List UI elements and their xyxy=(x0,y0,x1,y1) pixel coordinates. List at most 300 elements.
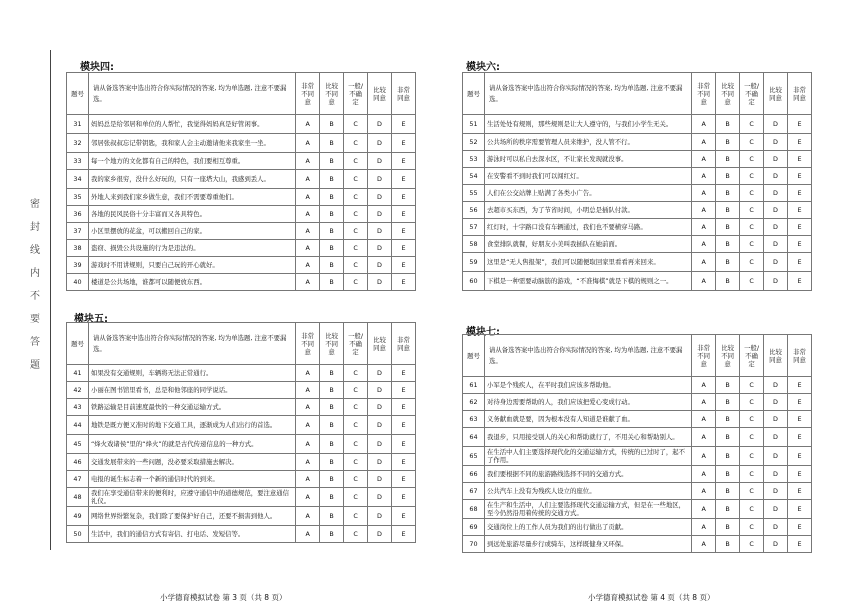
question-row xyxy=(463,151,812,168)
question-number: 47 xyxy=(67,471,89,488)
qnum-header: 题号 xyxy=(463,73,485,115)
option-cell: B xyxy=(716,411,740,428)
option-cell: C xyxy=(740,466,764,483)
question-row xyxy=(67,526,416,543)
page-footer: 小学德育模拟试卷 第 3 页（共 8 页） xyxy=(160,593,287,602)
scale-header: 比较不同意 xyxy=(716,335,740,377)
option-cell: B xyxy=(716,466,740,483)
option-cell: C xyxy=(344,526,368,543)
option-cell: A xyxy=(296,223,320,240)
option-cell: B xyxy=(716,236,740,253)
qnum-header: 题号 xyxy=(67,323,89,365)
option-cell: B xyxy=(716,500,740,519)
question-row xyxy=(463,115,812,134)
instruction-header: 请从备选答案中选出符合你实际情况的答案, 均为单选题, 注意不要漏选。 xyxy=(88,323,295,365)
option-cell: D xyxy=(368,206,392,223)
question-text: 公共汽车上没有为残疾人设立的座位。 xyxy=(484,483,691,500)
option-cell: A xyxy=(296,382,320,399)
question-row xyxy=(463,202,812,219)
question-number: 61 xyxy=(463,377,485,394)
question-text: 每一个地方的文化都有自己的特色，我们要相互尊重。 xyxy=(88,153,295,170)
page-footer: 小学德育模拟试卷 第 4 页（共 8 页） xyxy=(588,593,715,602)
option-cell: C xyxy=(740,253,764,272)
option-cell: B xyxy=(320,435,344,454)
module-title: 模块六: xyxy=(466,62,500,73)
option-cell: B xyxy=(320,416,344,435)
question-text: 在生产和生活中，人们主要选择现代交通运输方式，但是在一些地区，至今仍然沿用着传统的交通方式。 xyxy=(484,500,691,519)
question-row xyxy=(463,447,812,466)
question-number: 52 xyxy=(463,134,485,151)
option-cell: C xyxy=(344,416,368,435)
option-cell: A xyxy=(296,115,320,134)
option-cell: C xyxy=(740,202,764,219)
question-row xyxy=(463,253,812,272)
question-row xyxy=(67,416,416,435)
option-cell: B xyxy=(320,382,344,399)
option-cell: A xyxy=(296,365,320,382)
option-cell: B xyxy=(320,257,344,274)
question-number: 66 xyxy=(463,466,485,483)
option-cell: B xyxy=(320,223,344,240)
question-number: 59 xyxy=(463,253,485,272)
option-cell: D xyxy=(368,223,392,240)
question-text: 我的家乡很穷，没什么好玩的，只有一座塔大山，我感到丢人。 xyxy=(88,170,295,189)
option-cell: E xyxy=(787,253,811,272)
question-number: 42 xyxy=(67,382,89,399)
question-number: 45 xyxy=(67,435,89,454)
question-number: 33 xyxy=(67,153,89,170)
option-cell: C xyxy=(344,257,368,274)
question-text: 公共场所的秩序需要管理人员来维护，没人管不行。 xyxy=(484,134,691,151)
module-title: 模块七: xyxy=(466,327,500,338)
question-text: 网络世界纷繁复杂，我们除了要保护好自己，还要不损害到他人。 xyxy=(88,507,295,526)
question-text: 铁路运输是目前速度最快的一种交通运输方式。 xyxy=(88,399,295,416)
option-cell: D xyxy=(368,274,392,291)
option-cell: E xyxy=(391,223,415,240)
option-cell: A xyxy=(296,206,320,223)
option-cell: E xyxy=(391,134,415,153)
option-cell: E xyxy=(787,519,811,536)
option-cell: C xyxy=(740,236,764,253)
option-cell: A xyxy=(296,526,320,543)
question-row xyxy=(463,219,812,236)
question-table xyxy=(66,322,416,543)
seal-char: 不 xyxy=(30,291,40,302)
option-cell: E xyxy=(391,454,415,471)
option-cell: C xyxy=(740,500,764,519)
binding-margin xyxy=(0,0,60,608)
option-cell: B xyxy=(716,377,740,394)
question-text: 人们在公交站牌上贴满了各类小广告。 xyxy=(484,185,691,202)
option-cell: C xyxy=(740,168,764,185)
option-cell: A xyxy=(296,153,320,170)
question-row xyxy=(67,274,416,291)
question-text: 外地人来到我们家乡做生意，我们不需要尊重他们。 xyxy=(88,189,295,206)
option-cell: D xyxy=(764,519,788,536)
scale-header: 一般/不确定 xyxy=(344,73,368,115)
option-cell: B xyxy=(716,151,740,168)
option-cell: D xyxy=(764,466,788,483)
qnum-header: 题号 xyxy=(463,335,485,377)
question-row xyxy=(67,134,416,153)
question-number: 53 xyxy=(463,151,485,168)
seal-char: 要 xyxy=(30,314,40,325)
option-cell: B xyxy=(716,272,740,291)
option-cell: A xyxy=(692,500,716,519)
question-row xyxy=(67,170,416,189)
question-number: 36 xyxy=(67,206,89,223)
scale-header: 比较不同意 xyxy=(320,73,344,115)
question-text: 生活处处有规则，那些规则是让大人遵守的，与我们小学生无关。 xyxy=(484,115,691,134)
option-cell: D xyxy=(764,219,788,236)
question-number: 46 xyxy=(67,454,89,471)
question-text: 小丽在图书馆里看书，总是和他邻座的同学说话。 xyxy=(88,382,295,399)
option-cell: A xyxy=(692,185,716,202)
question-number: 34 xyxy=(67,170,89,189)
option-cell: D xyxy=(764,202,788,219)
question-row xyxy=(67,399,416,416)
option-cell: E xyxy=(787,483,811,500)
option-cell: B xyxy=(320,170,344,189)
option-cell: A xyxy=(692,428,716,447)
option-cell: C xyxy=(344,454,368,471)
question-text: 义务献血就是要，因为根本没有人知道是谁献了血。 xyxy=(484,411,691,428)
option-cell: C xyxy=(344,134,368,153)
question-number: 70 xyxy=(463,536,485,553)
question-number: 60 xyxy=(463,272,485,291)
option-cell: B xyxy=(320,274,344,291)
option-cell: A xyxy=(296,471,320,488)
option-cell: E xyxy=(787,151,811,168)
question-text: 交通岗位上的工作人员为我们的出行做出了贡献。 xyxy=(484,519,691,536)
option-cell: A xyxy=(692,272,716,291)
question-number: 69 xyxy=(463,519,485,536)
question-number: 63 xyxy=(463,411,485,428)
question-number: 43 xyxy=(67,399,89,416)
option-cell: B xyxy=(716,134,740,151)
option-cell: D xyxy=(368,257,392,274)
option-cell: B xyxy=(716,253,740,272)
option-cell: B xyxy=(716,428,740,447)
question-row xyxy=(67,365,416,382)
question-number: 38 xyxy=(67,240,89,257)
question-row xyxy=(67,382,416,399)
scale-header: 非常不同意 xyxy=(692,73,716,115)
question-text: 楼道是公共场地，谁都可以随便放东西。 xyxy=(88,274,295,291)
option-cell: C xyxy=(740,272,764,291)
option-cell: C xyxy=(740,151,764,168)
option-cell: C xyxy=(344,435,368,454)
scale-header: 比较不同意 xyxy=(320,323,344,365)
option-cell: D xyxy=(368,382,392,399)
option-cell: B xyxy=(320,189,344,206)
question-text: 各地的民风民俗十分丰富而又各具特色。 xyxy=(88,206,295,223)
option-cell: D xyxy=(368,399,392,416)
option-cell: E xyxy=(787,466,811,483)
question-row xyxy=(463,428,812,447)
option-cell: E xyxy=(787,411,811,428)
scale-header: 非常不同意 xyxy=(296,323,320,365)
question-row xyxy=(67,153,416,170)
option-cell: A xyxy=(296,416,320,435)
question-text: 我们在享受通信带来的便利时，应遵守通信中的道德规范，要注意通信礼仪。 xyxy=(88,488,295,507)
option-cell: C xyxy=(344,274,368,291)
option-cell: E xyxy=(391,471,415,488)
question-text: 对待身边需要帮助的人，我们应该把爱心变成行动。 xyxy=(484,394,691,411)
scale-header: 一般/不确定 xyxy=(344,323,368,365)
option-cell: A xyxy=(692,202,716,219)
option-cell: C xyxy=(740,428,764,447)
option-cell: E xyxy=(787,394,811,411)
option-cell: A xyxy=(296,435,320,454)
option-cell: D xyxy=(764,536,788,553)
option-cell: E xyxy=(391,435,415,454)
option-cell: A xyxy=(692,483,716,500)
option-cell: A xyxy=(296,240,320,257)
option-cell: D xyxy=(368,365,392,382)
option-cell: D xyxy=(368,153,392,170)
option-cell: A xyxy=(296,507,320,526)
option-cell: B xyxy=(320,365,344,382)
question-row xyxy=(463,168,812,185)
option-cell: C xyxy=(344,206,368,223)
question-row xyxy=(67,435,416,454)
seal-char: 内 xyxy=(30,268,40,279)
option-cell: B xyxy=(320,526,344,543)
option-cell: E xyxy=(391,488,415,507)
question-number: 58 xyxy=(463,236,485,253)
option-cell: E xyxy=(391,382,415,399)
question-text: 去超市买东西，为了节省时间，小明总是插队付款。 xyxy=(484,202,691,219)
question-number: 55 xyxy=(463,185,485,202)
option-cell: A xyxy=(296,257,320,274)
question-number: 40 xyxy=(67,274,89,291)
option-cell: C xyxy=(344,170,368,189)
question-number: 32 xyxy=(67,134,89,153)
question-row xyxy=(463,377,812,394)
question-row xyxy=(67,488,416,507)
question-table xyxy=(66,72,416,291)
scale-header: 非常同意 xyxy=(787,73,811,115)
question-number: 48 xyxy=(67,488,89,507)
instruction-header: 请从备选答案中选出符合你实际情况的答案, 均为单选题, 注意不要漏选。 xyxy=(88,73,295,115)
question-number: 31 xyxy=(67,115,89,134)
question-text: 游戏时不用讲规则，只要自己玩的开心就好。 xyxy=(88,257,295,274)
question-row xyxy=(463,272,812,291)
scale-header: 一般/不确定 xyxy=(740,73,764,115)
question-number: 54 xyxy=(463,168,485,185)
question-number: 37 xyxy=(67,223,89,240)
option-cell: B xyxy=(716,536,740,553)
option-cell: E xyxy=(787,168,811,185)
option-cell: D xyxy=(764,447,788,466)
question-number: 50 xyxy=(67,526,89,543)
option-cell: D xyxy=(368,134,392,153)
option-cell: B xyxy=(716,219,740,236)
option-cell: C xyxy=(344,365,368,382)
question-row xyxy=(67,206,416,223)
header-row xyxy=(463,335,812,377)
option-cell: D xyxy=(368,454,392,471)
question-text: 到远处旅游尽量步行或骑车，这样既健身又环保。 xyxy=(484,536,691,553)
question-text: 小区里摆放的花盆，可以搬回自己的家。 xyxy=(88,223,295,240)
option-cell: C xyxy=(344,223,368,240)
question-number: 39 xyxy=(67,257,89,274)
question-row xyxy=(463,500,812,519)
option-cell: E xyxy=(787,500,811,519)
question-number: 44 xyxy=(67,416,89,435)
header-row xyxy=(67,323,416,365)
option-cell: D xyxy=(764,115,788,134)
option-cell: D xyxy=(764,500,788,519)
scale-header: 非常不同意 xyxy=(296,73,320,115)
option-cell: A xyxy=(692,236,716,253)
question-row xyxy=(463,411,812,428)
option-cell: A xyxy=(296,274,320,291)
question-row xyxy=(463,519,812,536)
option-cell: A xyxy=(692,377,716,394)
question-number: 41 xyxy=(67,365,89,382)
option-cell: C xyxy=(344,115,368,134)
seal-char: 题 xyxy=(30,360,40,371)
option-cell: E xyxy=(391,365,415,382)
option-cell: C xyxy=(344,153,368,170)
option-cell: E xyxy=(787,272,811,291)
option-cell: E xyxy=(787,236,811,253)
question-text: “烽火戏诸侯”里的“烽火”的就是古代传递信息的一种方式。 xyxy=(88,435,295,454)
option-cell: E xyxy=(391,399,415,416)
option-cell: E xyxy=(391,526,415,543)
question-text: 地铁是既方便又准时的地下交通工具，逐渐成为人们出行的首选。 xyxy=(88,416,295,435)
option-cell: B xyxy=(716,185,740,202)
option-cell: C xyxy=(740,115,764,134)
scale-header: 比较同意 xyxy=(764,73,788,115)
question-text: 电报的诞生标志着一个新的通信时代的到来。 xyxy=(88,471,295,488)
question-text: 在生活中人们主要选择现代化的交通运输方式，传统的已过时了，起不了作用。 xyxy=(484,447,691,466)
instruction-header: 请从备选答案中选出符合你实际情况的答案, 均为单选题, 注意不要漏选。 xyxy=(484,335,691,377)
option-cell: C xyxy=(344,189,368,206)
option-cell: E xyxy=(787,377,811,394)
option-cell: B xyxy=(320,134,344,153)
option-cell: A xyxy=(296,170,320,189)
question-text: 食堂排队就餐，好朋友小美叫我插队在她前面。 xyxy=(484,236,691,253)
option-cell: D xyxy=(764,411,788,428)
option-cell: D xyxy=(764,272,788,291)
question-text: 在安警看不到时我们可以闯红灯。 xyxy=(484,168,691,185)
option-cell: C xyxy=(740,447,764,466)
option-cell: E xyxy=(787,447,811,466)
scale-header: 比较同意 xyxy=(368,323,392,365)
option-cell: D xyxy=(368,189,392,206)
option-cell: D xyxy=(368,471,392,488)
option-cell: B xyxy=(716,202,740,219)
question-row xyxy=(67,189,416,206)
option-cell: E xyxy=(391,153,415,170)
option-cell: D xyxy=(368,170,392,189)
scale-header: 比较不同意 xyxy=(716,73,740,115)
option-cell: A xyxy=(296,189,320,206)
option-cell: A xyxy=(692,134,716,151)
question-number: 49 xyxy=(67,507,89,526)
option-cell: E xyxy=(391,240,415,257)
seal-char: 封 xyxy=(30,222,40,233)
option-cell: D xyxy=(764,151,788,168)
option-cell: A xyxy=(692,447,716,466)
option-cell: C xyxy=(344,488,368,507)
question-number: 65 xyxy=(463,447,485,466)
option-cell: A xyxy=(296,454,320,471)
header-row xyxy=(67,73,416,115)
module-title: 模块四: xyxy=(80,62,114,73)
option-cell: D xyxy=(764,483,788,500)
option-cell: D xyxy=(368,416,392,435)
question-text: 生活中，我们的通信方式有寄信、打电话、发短信等。 xyxy=(88,526,295,543)
option-cell: B xyxy=(716,519,740,536)
option-cell: A xyxy=(692,394,716,411)
option-cell: C xyxy=(344,507,368,526)
question-row xyxy=(67,471,416,488)
option-cell: D xyxy=(368,488,392,507)
option-cell: C xyxy=(740,134,764,151)
option-cell: E xyxy=(391,170,415,189)
option-cell: B xyxy=(716,168,740,185)
question-number: 56 xyxy=(463,202,485,219)
question-number: 67 xyxy=(463,483,485,500)
question-number: 57 xyxy=(463,219,485,236)
option-cell: D xyxy=(764,168,788,185)
question-row xyxy=(463,394,812,411)
option-cell: C xyxy=(344,382,368,399)
option-cell: D xyxy=(368,526,392,543)
option-cell: B xyxy=(320,115,344,134)
option-cell: A xyxy=(692,151,716,168)
option-cell: C xyxy=(740,377,764,394)
scale-header: 非常同意 xyxy=(391,323,415,365)
option-cell: E xyxy=(787,185,811,202)
question-text: 小军是个残疾人，在平时我们应该多帮助他。 xyxy=(484,377,691,394)
option-cell: B xyxy=(716,483,740,500)
seal-line-notice xyxy=(28,200,42,384)
option-cell: C xyxy=(740,519,764,536)
option-cell: E xyxy=(787,428,811,447)
question-row xyxy=(463,236,812,253)
scale-header: 比较同意 xyxy=(368,73,392,115)
option-cell: D xyxy=(764,134,788,151)
question-row xyxy=(463,536,812,553)
option-cell: B xyxy=(320,399,344,416)
option-cell: C xyxy=(740,185,764,202)
question-row xyxy=(67,454,416,471)
option-cell: D xyxy=(764,377,788,394)
option-cell: B xyxy=(320,454,344,471)
option-cell: A xyxy=(692,168,716,185)
option-cell: A xyxy=(692,253,716,272)
question-text: 我们要根据不同的旅游路线选择不同的交通方式。 xyxy=(484,466,691,483)
question-text: 盗窃、损毁公共设施的行为是违法的。 xyxy=(88,240,295,257)
question-text: 交通发展带来的一些问题，没必要采取措施去解决。 xyxy=(88,454,295,471)
instruction-header: 请从备选答案中选出符合你实际情况的答案, 均为单选题, 注意不要漏选。 xyxy=(484,73,691,115)
option-cell: A xyxy=(692,411,716,428)
question-number: 68 xyxy=(463,500,485,519)
option-cell: B xyxy=(320,153,344,170)
option-cell: D xyxy=(764,428,788,447)
option-cell: E xyxy=(391,274,415,291)
option-cell: A xyxy=(692,219,716,236)
option-cell: C xyxy=(344,399,368,416)
seal-char: 线 xyxy=(30,245,40,256)
question-text: 如果没有交通规则，车辆将无法正常通行。 xyxy=(88,365,295,382)
option-cell: E xyxy=(787,219,811,236)
